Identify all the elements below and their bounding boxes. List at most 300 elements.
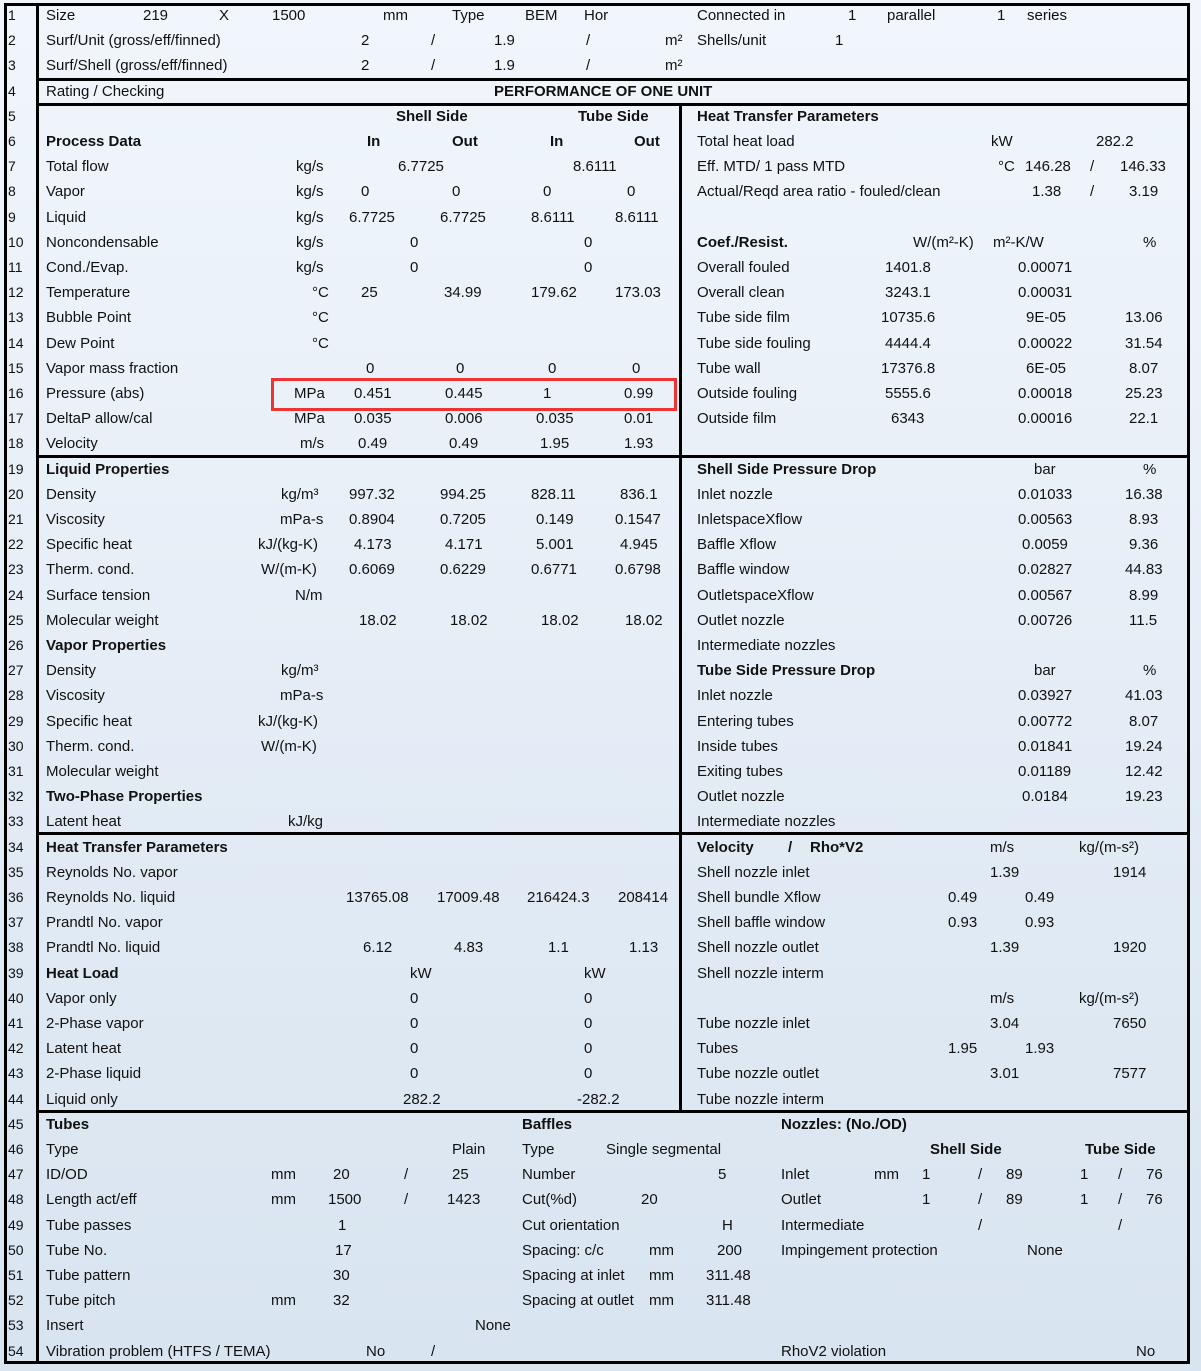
cell-r51-c2: 30 bbox=[333, 1267, 350, 1284]
cell-r30-c1: Therm. cond. bbox=[46, 737, 135, 755]
cell-r14-c3: Tube side fouling bbox=[697, 334, 811, 352]
row-number: 10 bbox=[8, 233, 24, 250]
cell-r9-c2: kg/s bbox=[296, 208, 324, 226]
row-number: 25 bbox=[8, 611, 24, 628]
cell-r8-c8: 1.38 bbox=[1032, 183, 1062, 201]
cell-r48-c9: 1 bbox=[922, 1191, 931, 1209]
cell-r42-c4: Tubes bbox=[697, 1040, 739, 1058]
row-number: 11 bbox=[8, 259, 23, 275]
cell-r7-c7: 146.28 bbox=[1025, 158, 1071, 176]
cell-r21-c6: 0.1547 bbox=[615, 511, 661, 528]
cell-r38-c3: 4.83 bbox=[454, 939, 484, 957]
cell-r10-c2: kg/s bbox=[296, 233, 324, 251]
cell-r10-c7: m²-K/W bbox=[993, 233, 1044, 251]
cell-r48-c14: 76 bbox=[1146, 1191, 1163, 1209]
cell-r23-c1: Therm. cond. bbox=[46, 561, 135, 579]
cell-r34-c3: / bbox=[788, 838, 793, 856]
cell-r41-c4: Tube nozzle inlet bbox=[697, 1015, 810, 1032]
cell-r38-c5: 1.13 bbox=[629, 939, 659, 957]
cell-r36-c3: 17009.48 bbox=[437, 889, 500, 906]
cell-r46-c3: Type bbox=[522, 1141, 555, 1158]
cell-r10-c4: 0 bbox=[584, 233, 593, 251]
cell-r32-c1: Two-Phase Properties bbox=[46, 788, 203, 806]
cell-r4-c2: PERFORMANCE OF ONE UNIT bbox=[494, 82, 713, 100]
cell-r6-c3: Out bbox=[452, 133, 478, 150]
cell-r50-c7: None bbox=[1027, 1241, 1063, 1259]
cell-r40-c5: kg/(m-s²) bbox=[1079, 989, 1139, 1007]
row-number: 15 bbox=[8, 359, 24, 376]
cell-r48-c7: 20 bbox=[641, 1191, 658, 1209]
cell-r36-c5: 208414 bbox=[618, 889, 669, 906]
cell-r46-c5: Shell Side bbox=[930, 1141, 1002, 1158]
cell-r7-c1: Total flow bbox=[46, 158, 109, 176]
cell-r17-c1: DeltaP allow/cal bbox=[46, 410, 153, 428]
cell-r7-c4: 8.6111 bbox=[573, 158, 617, 176]
cell-r30-c2: W/(m-K) bbox=[261, 737, 317, 755]
cell-r1-c2: 219 bbox=[143, 7, 169, 24]
cell-r22-c1: Specific heat bbox=[46, 536, 132, 554]
cell-r8-c10: 3.19 bbox=[1129, 183, 1159, 201]
row-number: 16 bbox=[8, 385, 24, 401]
cell-r19-c1: Liquid Properties bbox=[46, 460, 170, 478]
row-number: 28 bbox=[8, 687, 24, 704]
cell-r28-c4: 0.03927 bbox=[1018, 687, 1073, 705]
cell-r8-c6: 0 bbox=[627, 183, 636, 201]
cell-r25-c3: 18.02 bbox=[450, 611, 488, 629]
cell-r20-c4: 994.25 bbox=[440, 485, 486, 503]
cell-r42-c3: 0 bbox=[584, 1040, 593, 1058]
cell-r15-c3: 0 bbox=[456, 359, 465, 377]
cell-r46-c2: Plain bbox=[452, 1141, 486, 1158]
cell-r47-c13: 1 bbox=[1080, 1166, 1089, 1184]
cell-r47-c11: / bbox=[978, 1166, 983, 1184]
row-number: 42 bbox=[8, 1040, 24, 1057]
cell-r14-c4: 4444.4 bbox=[885, 334, 931, 352]
border-left bbox=[4, 3, 7, 1364]
cell-r49-c1: Tube passes bbox=[46, 1216, 132, 1234]
cell-r50-c5: 200 bbox=[717, 1241, 743, 1259]
cell-r21-c2: mPa-s bbox=[280, 511, 324, 528]
cell-r10-c8: % bbox=[1143, 233, 1157, 251]
cell-r6-c5: Out bbox=[634, 133, 660, 150]
cell-r10-c1: Noncondensable bbox=[46, 233, 159, 251]
cell-r37-c1: Prandtl No. vapor bbox=[46, 914, 163, 932]
cell-r12-c1: Temperature bbox=[46, 284, 131, 302]
cell-r41-c1: 2-Phase vapor bbox=[46, 1015, 144, 1032]
row-number: 5 bbox=[8, 107, 16, 124]
cell-r19-c2: Shell Side Pressure Drop bbox=[697, 460, 877, 478]
cell-r18-c4: 0.49 bbox=[449, 435, 479, 453]
cell-r21-c5: 0.149 bbox=[536, 511, 574, 528]
cell-r54-c3: / bbox=[431, 1342, 436, 1360]
cell-r20-c5: 828.11 bbox=[531, 485, 576, 503]
cell-r36-c6: Shell bundle Xflow bbox=[697, 889, 821, 906]
row-number: 39 bbox=[8, 964, 24, 981]
cell-r8-c1: Vapor bbox=[46, 183, 85, 201]
cell-r17-c2: MPa bbox=[294, 410, 325, 428]
cell-r7-c9: 146.33 bbox=[1120, 158, 1166, 176]
cell-r23-c9: 44.83 bbox=[1125, 561, 1163, 579]
cell-r17-c9: 0.00016 bbox=[1018, 410, 1073, 428]
cell-r39-c3: kW bbox=[584, 964, 606, 982]
cell-r25-c6: Outlet nozzle bbox=[697, 611, 785, 629]
cell-r47-c10: 1 bbox=[922, 1166, 931, 1184]
row-number: 18 bbox=[8, 435, 24, 452]
row-number: 31 bbox=[8, 763, 24, 779]
cell-r52-c4: Spacing at outlet bbox=[522, 1292, 634, 1310]
cell-r50-c4: mm bbox=[649, 1241, 674, 1259]
cell-r33-c1: Latent heat bbox=[46, 813, 122, 831]
cell-r11-c3: 0 bbox=[410, 259, 419, 276]
cell-r9-c4: 6.7725 bbox=[440, 208, 486, 226]
cell-r22-c8: 0.0059 bbox=[1022, 536, 1068, 554]
cell-r11-c7: 0.00071 bbox=[1018, 259, 1073, 276]
row-number: 48 bbox=[8, 1191, 24, 1208]
cell-r2-c7: Shells/unit bbox=[697, 32, 767, 50]
cell-r38-c4: 1.1 bbox=[548, 939, 569, 957]
cell-r22-c4: 4.171 bbox=[445, 536, 483, 554]
cell-r12-c9: 0.00031 bbox=[1018, 284, 1073, 302]
cell-r40-c4: m/s bbox=[990, 989, 1015, 1007]
cell-r1-c11: parallel bbox=[887, 7, 936, 24]
cell-r2-c2: 2 bbox=[361, 32, 370, 50]
cell-r2-c8: 1 bbox=[835, 32, 844, 50]
cell-r21-c9: 8.93 bbox=[1129, 511, 1159, 528]
cell-r11-c4: 0 bbox=[584, 259, 593, 276]
cell-r29-c1: Specific heat bbox=[46, 712, 132, 730]
cell-r24-c1: Surface tension bbox=[46, 586, 151, 604]
cell-r47-c12: 89 bbox=[1006, 1166, 1023, 1184]
cell-r17-c4: 0.006 bbox=[445, 410, 483, 428]
cell-r17-c10: 22.1 bbox=[1129, 410, 1159, 428]
cell-r8-c2: kg/s bbox=[296, 183, 324, 201]
cell-r50-c6: Impingement protection bbox=[781, 1241, 938, 1259]
cell-r54-c4: RhoV2 violation bbox=[781, 1342, 887, 1360]
cell-r19-c4: % bbox=[1143, 460, 1157, 478]
cell-r51-c4: mm bbox=[649, 1267, 674, 1284]
row-number: 37 bbox=[8, 914, 24, 931]
cell-r48-c5: 1423 bbox=[447, 1191, 481, 1209]
cell-r12-c7: Overall clean bbox=[697, 284, 785, 302]
cell-r5-c3: Heat Transfer Parameters bbox=[697, 107, 879, 125]
cell-r18-c6: 1.93 bbox=[624, 435, 654, 453]
cell-r53-c1: Insert bbox=[46, 1317, 84, 1335]
cell-r36-c7: 0.49 bbox=[948, 889, 978, 906]
cell-r17-c8: 6343 bbox=[891, 410, 925, 428]
cell-r2-c6: m² bbox=[665, 32, 683, 50]
cell-r9-c3: 6.7725 bbox=[349, 208, 395, 226]
cell-r25-c5: 18.02 bbox=[625, 611, 663, 629]
cell-r38-c7: 1.39 bbox=[990, 939, 1020, 957]
cell-r16-c4: 0.445 bbox=[445, 385, 483, 402]
row-number: 1 bbox=[8, 7, 16, 23]
cell-r9-c5: 8.6111 bbox=[531, 208, 575, 226]
cell-r39-c2: kW bbox=[410, 964, 432, 982]
row-number: 8 bbox=[8, 183, 16, 200]
cell-r45-c2: Baffles bbox=[522, 1115, 573, 1133]
cell-r35-c4: 1914 bbox=[1113, 863, 1147, 881]
cell-r16-c10: 25.23 bbox=[1125, 385, 1163, 402]
cell-r10-c3: 0 bbox=[410, 233, 419, 251]
row-number: 22 bbox=[8, 536, 24, 553]
cell-r15-c2: 0 bbox=[366, 359, 375, 377]
cell-r25-c2: 18.02 bbox=[359, 611, 397, 629]
cell-r8-c3: 0 bbox=[361, 183, 370, 201]
cell-r6-c4: In bbox=[550, 133, 564, 150]
cell-r47-c9: mm bbox=[874, 1166, 899, 1184]
cell-r17-c3: 0.035 bbox=[354, 410, 392, 428]
cell-r43-c4: Tube nozzle outlet bbox=[697, 1065, 820, 1083]
cell-r21-c1: Viscosity bbox=[46, 511, 105, 528]
cell-r35-c3: 1.39 bbox=[990, 863, 1020, 881]
cell-r6-c2: In bbox=[367, 133, 381, 150]
cell-r13-c3: Tube side film bbox=[697, 309, 790, 327]
cell-r27-c5: % bbox=[1143, 662, 1157, 680]
cell-r4-c1: Rating / Checking bbox=[46, 82, 165, 100]
cell-r51-c1: Tube pattern bbox=[46, 1267, 131, 1284]
cell-r22-c5: 5.001 bbox=[536, 536, 574, 554]
cell-r34-c4: Rho*V2 bbox=[810, 838, 864, 856]
cell-r20-c8: 0.01033 bbox=[1018, 485, 1073, 503]
cell-r36-c8: 0.49 bbox=[1025, 889, 1055, 906]
cell-r50-c2: 17 bbox=[335, 1241, 352, 1259]
divider-row18 bbox=[36, 455, 1190, 458]
cell-r19-c3: bar bbox=[1034, 460, 1056, 478]
cell-r1-c9: Connected in bbox=[697, 7, 786, 24]
cell-r12-c6: 173.03 bbox=[615, 284, 661, 302]
cell-r2-c4: 1.9 bbox=[494, 32, 515, 50]
cell-r17-c5: 0.035 bbox=[536, 410, 574, 428]
cell-r3-c4: 1.9 bbox=[494, 57, 515, 75]
cell-r32-c3: 0.0184 bbox=[1022, 788, 1068, 806]
row-number: 21 bbox=[8, 511, 24, 527]
row-number: 53 bbox=[8, 1317, 24, 1334]
cell-r14-c2: °C bbox=[312, 334, 329, 352]
cell-r44-c3: -282.2 bbox=[577, 1090, 620, 1108]
cell-r48-c13: / bbox=[1118, 1191, 1123, 1209]
cell-r30-c4: 0.01841 bbox=[1018, 737, 1073, 755]
cell-r36-c1: Reynolds No. liquid bbox=[46, 889, 176, 906]
cell-r12-c3: 25 bbox=[361, 284, 378, 302]
cell-r12-c4: 34.99 bbox=[444, 284, 482, 302]
row-number: 2 bbox=[8, 32, 16, 49]
cell-r15-c5: 0 bbox=[632, 359, 641, 377]
row-number: 13 bbox=[8, 309, 24, 326]
cell-r44-c4: Tube nozzle interm bbox=[697, 1090, 825, 1108]
cell-r31-c3: 0.01189 bbox=[1018, 763, 1072, 780]
cell-r52-c1: Tube pitch bbox=[46, 1292, 116, 1310]
row-number: 20 bbox=[8, 485, 24, 502]
cell-r53-c2: None bbox=[475, 1317, 511, 1335]
row-number: 33 bbox=[8, 813, 24, 830]
row-number: 36 bbox=[8, 889, 24, 905]
cell-r48-c10: / bbox=[978, 1191, 983, 1209]
row-number: 41 bbox=[8, 1015, 24, 1031]
cell-r38-c2: 6.12 bbox=[363, 939, 393, 957]
cell-r8-c7: Actual/Reqd area ratio - fouled/clean bbox=[697, 183, 941, 201]
cell-r1-c3: X bbox=[219, 7, 230, 24]
cell-r35-c2: Shell nozzle inlet bbox=[697, 863, 810, 881]
cell-r14-c6: 31.54 bbox=[1125, 334, 1163, 352]
cell-r27-c1: Density bbox=[46, 662, 97, 680]
row-number: 27 bbox=[8, 662, 24, 679]
cell-r10-c6: W/(m²-K) bbox=[913, 233, 974, 251]
cell-r50-c3: Spacing: c/c bbox=[522, 1241, 604, 1259]
cell-r49-c2: 1 bbox=[338, 1216, 347, 1234]
row-number-divider bbox=[36, 3, 39, 1364]
cell-r28-c2: mPa-s bbox=[280, 687, 324, 705]
row-number: 45 bbox=[8, 1115, 24, 1132]
row-number: 14 bbox=[8, 334, 24, 351]
cell-r21-c3: 0.8904 bbox=[349, 511, 395, 528]
row-number: 29 bbox=[8, 712, 24, 729]
cell-r15-c1: Vapor mass fraction bbox=[46, 359, 179, 377]
cell-r47-c5: 25 bbox=[452, 1166, 469, 1184]
cell-r31-c2: Exiting tubes bbox=[697, 763, 783, 780]
cell-r20-c2: kg/m³ bbox=[281, 485, 319, 503]
cell-r33-c2: kJ/kg bbox=[288, 813, 324, 831]
cell-r11-c2: kg/s bbox=[296, 259, 324, 276]
cell-r20-c9: 16.38 bbox=[1125, 485, 1163, 503]
cell-r32-c2: Outlet nozzle bbox=[697, 788, 785, 806]
border-right bbox=[1187, 3, 1190, 1364]
cell-r31-c4: 12.42 bbox=[1125, 763, 1163, 780]
cell-r48-c8: Outlet bbox=[781, 1191, 822, 1209]
cell-r34-c1: Heat Transfer Parameters bbox=[46, 838, 228, 856]
cell-r23-c8: 0.02827 bbox=[1018, 561, 1073, 579]
cell-r24-c2: N/m bbox=[295, 586, 323, 604]
cell-r47-c2: mm bbox=[271, 1166, 296, 1184]
cell-r47-c7: 5 bbox=[718, 1166, 727, 1184]
cell-r3-c1: Surf/Shell (gross/eff/finned) bbox=[46, 57, 228, 75]
cell-r18-c1: Velocity bbox=[46, 435, 98, 453]
cell-r40-c3: 0 bbox=[584, 989, 593, 1007]
row-number: 19 bbox=[8, 460, 24, 477]
cell-r52-c2: mm bbox=[271, 1292, 296, 1310]
cell-r26-c2: Intermediate nozzles bbox=[697, 637, 836, 654]
cell-r48-c3: 1500 bbox=[328, 1191, 362, 1209]
cell-r3-c6: m² bbox=[665, 57, 683, 75]
cell-r35-c1: Reynolds No. vapor bbox=[46, 863, 178, 881]
cell-r18-c2: m/s bbox=[300, 435, 325, 453]
cell-r6-c8: 282.2 bbox=[1096, 133, 1134, 150]
cell-r42-c2: 0 bbox=[410, 1040, 419, 1058]
cell-r40-c1: Vapor only bbox=[46, 989, 117, 1007]
cell-r15-c7: 17376.8 bbox=[881, 359, 936, 377]
cell-r38-c1: Prandtl No. liquid bbox=[46, 939, 161, 957]
row-number: 26 bbox=[8, 637, 24, 653]
row-number: 46 bbox=[8, 1141, 24, 1157]
cell-r1-c7: BEM bbox=[525, 7, 558, 24]
row-number: 51 bbox=[8, 1267, 24, 1283]
cell-r29-c5: 8.07 bbox=[1129, 712, 1159, 730]
cell-r2-c3: / bbox=[431, 32, 436, 50]
cell-r47-c3: 20 bbox=[333, 1166, 350, 1184]
cell-r31-c1: Molecular weight bbox=[46, 763, 159, 780]
cell-r40-c2: 0 bbox=[410, 989, 419, 1007]
cell-r44-c1: Liquid only bbox=[46, 1090, 118, 1108]
cell-r41-c6: 7650 bbox=[1113, 1015, 1147, 1032]
cell-r39-c1: Heat Load bbox=[46, 964, 119, 982]
cell-r6-c7: kW bbox=[991, 133, 1013, 150]
row-number: 4 bbox=[8, 82, 16, 99]
row-number: 17 bbox=[8, 410, 24, 427]
cell-r7-c8: / bbox=[1090, 158, 1095, 176]
cell-r15-c8: 6E-05 bbox=[1026, 359, 1067, 377]
cell-r21-c4: 0.7205 bbox=[440, 511, 486, 528]
cell-r38-c8: 1920 bbox=[1113, 939, 1147, 957]
cell-r26-c1: Vapor Properties bbox=[46, 637, 167, 654]
cell-r22-c6: 4.945 bbox=[620, 536, 658, 554]
cell-r48-c4: / bbox=[404, 1191, 409, 1209]
cell-r15-c9: 8.07 bbox=[1129, 359, 1159, 377]
cell-r50-c1: Tube No. bbox=[46, 1241, 108, 1259]
row-number: 7 bbox=[8, 158, 16, 175]
cell-r49-c3: Cut orientation bbox=[522, 1216, 620, 1234]
cell-r16-c6: 0.99 bbox=[624, 385, 654, 402]
cell-r21-c8: 0.00563 bbox=[1018, 511, 1073, 528]
cell-r43-c2: 0 bbox=[410, 1065, 419, 1083]
cell-r51-c5: 311.48 bbox=[706, 1267, 751, 1284]
cell-r6-c1: Process Data bbox=[46, 133, 142, 150]
cell-r33-c3: Intermediate nozzles bbox=[697, 813, 836, 831]
cell-r41-c5: 3.04 bbox=[990, 1015, 1020, 1032]
cell-r24-c3: OutletspaceXflow bbox=[697, 586, 814, 604]
cell-r48-c2: mm bbox=[271, 1191, 296, 1209]
row-number: 43 bbox=[8, 1065, 24, 1082]
cell-r48-c11: 89 bbox=[1006, 1191, 1023, 1209]
cell-r45-c3: Nozzles: (No./OD) bbox=[781, 1115, 907, 1133]
cell-r41-c2: 0 bbox=[410, 1015, 419, 1032]
cell-r1-c13: series bbox=[1027, 7, 1068, 24]
row-number: 52 bbox=[8, 1292, 24, 1309]
cell-r1-c4: 1500 bbox=[272, 7, 306, 24]
cell-r48-c12: 1 bbox=[1080, 1191, 1089, 1209]
cell-r20-c1: Density bbox=[46, 485, 97, 503]
cell-r18-c5: 1.95 bbox=[540, 435, 570, 453]
row-number: 54 bbox=[8, 1342, 24, 1359]
cell-r54-c5: No bbox=[1136, 1342, 1156, 1360]
cell-r22-c9: 9.36 bbox=[1129, 536, 1159, 554]
cell-r37-c3: 0.93 bbox=[948, 914, 978, 932]
cell-r30-c3: Inside tubes bbox=[697, 737, 778, 755]
row-number: 30 bbox=[8, 737, 24, 754]
cell-r25-c4: 18.02 bbox=[541, 611, 579, 629]
cell-r32-c4: 19.23 bbox=[1125, 788, 1163, 806]
cell-r7-c5: Eff. MTD/ 1 pass MTD bbox=[697, 158, 846, 176]
cell-r20-c3: 997.32 bbox=[349, 485, 395, 503]
cell-r5-c1: Shell Side bbox=[396, 107, 468, 125]
cell-r17-c6: 0.01 bbox=[624, 410, 654, 428]
cell-r28-c3: Inlet nozzle bbox=[697, 687, 773, 705]
cell-r43-c5: 3.01 bbox=[990, 1065, 1020, 1083]
cell-r38-c6: Shell nozzle outlet bbox=[697, 939, 819, 957]
cell-r16-c9: 0.00018 bbox=[1018, 385, 1073, 402]
cell-r42-c5: 1.95 bbox=[948, 1040, 978, 1058]
cell-r1-c10: 1 bbox=[848, 7, 857, 24]
cell-r15-c6: Tube wall bbox=[697, 359, 761, 377]
cell-r20-c6: 836.1 bbox=[620, 485, 658, 503]
cell-r28-c1: Viscosity bbox=[46, 687, 105, 705]
cell-r46-c6: Tube Side bbox=[1085, 1141, 1156, 1158]
cell-r54-c1: Vibration problem (HTFS / TEMA) bbox=[46, 1342, 271, 1360]
cell-r16-c2: MPa bbox=[294, 385, 325, 402]
cell-r16-c8: 5555.6 bbox=[885, 385, 931, 402]
cell-r11-c5: Overall fouled bbox=[697, 259, 790, 276]
cell-r28-c5: 41.03 bbox=[1125, 687, 1163, 705]
cell-r52-c5: mm bbox=[649, 1292, 674, 1310]
cell-r49-c4: H bbox=[722, 1216, 733, 1234]
